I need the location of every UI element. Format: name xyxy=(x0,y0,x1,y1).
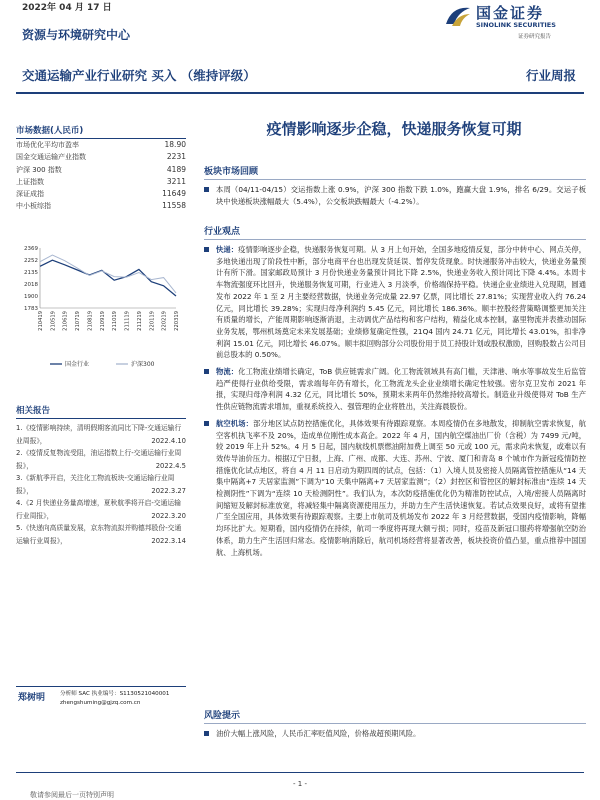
industry-view-item xyxy=(204,366,586,413)
y-tick-label: 2252 xyxy=(24,257,38,264)
logo-subtitle: 证券研究报告 xyxy=(518,34,552,40)
industry-view-label: 快递： xyxy=(216,245,239,254)
bullet-icon xyxy=(204,421,209,426)
x-tick-label: 210819 xyxy=(87,311,94,331)
industry-view-heading: 行业观点 xyxy=(204,227,241,237)
section-divider xyxy=(204,239,586,240)
related-report-date: 2022.3.27 xyxy=(151,486,186,495)
related-report-title: 3.《新航季开启，关注化工物流板块-交通运输行业周报》， xyxy=(16,474,175,495)
industry-view-label: 航空机场： xyxy=(216,418,254,428)
market-data-heading: 市场数据(人民币) xyxy=(16,124,186,139)
industry-view-list xyxy=(204,244,586,558)
analyst-email[interactable]: zhengshuming@gjzq.com.cn xyxy=(60,700,141,706)
market-data-value: 11649 xyxy=(162,189,186,199)
related-report-date: 2022.4.10 xyxy=(151,436,186,445)
market-data-row xyxy=(16,176,186,188)
related-report-item[interactable] xyxy=(16,522,186,547)
market-data-value: 18.90 xyxy=(164,140,186,149)
footer-disclaimer: 敬请参阅最后一页特别声明 xyxy=(30,791,114,799)
industry-view-paragraph xyxy=(204,418,586,558)
market-review-text: 本周（04/11-04/15）交运指数上涨 0.9%，沪深 300 指数下跌 1.0%，跑赢大盘 1.9%，排名 6/29。交运子板块中快递板块涨幅最大（5.4%），公交板块跌幅最大（-4.2%）。 xyxy=(216,185,586,206)
y-tick-label: 2018 xyxy=(24,281,38,288)
main-title: 疫情影响逐步企稳，快递服务恢复可期 xyxy=(266,120,522,138)
market-data-row xyxy=(16,164,186,176)
related-reports-list xyxy=(16,422,186,547)
legend-label: 沪深300 xyxy=(131,361,155,368)
market-data-label: 深证成指 xyxy=(16,190,44,199)
y-tick-label: 1783 xyxy=(24,306,38,312)
industry-view-text: 化工物流业绩增长确定，ToB 供应链需求广阔。化工物流领域具有高门槛，天津港、响水等事故发生后监管趋严使得行业供给受限，需求端每年仍有增长，化工物流龙头企业业绩增长确定性较强。密尔克卫发布 2021 年报，实现归母净利润 4.32 亿元，同比增长 50%，预期未来两年仍然维持较高增长。制造业升级使得对 ToB 生产性供应链物流需求增加，重视系统投入、强管理的企业将胜出，关注海晨股份。 xyxy=(216,367,586,412)
market-data-table xyxy=(16,139,186,213)
x-tick-label: 210919 xyxy=(99,311,106,331)
related-report-date: 2022.3.14 xyxy=(151,536,186,545)
risk-item xyxy=(204,728,586,740)
market-data-row xyxy=(16,188,186,200)
industry-view-paragraph xyxy=(204,366,586,413)
industry-view-item xyxy=(204,418,586,558)
related-report-title: 5.《快递向高质量发展，京东物流拟并购德邦股份-交通运输行业周报》， xyxy=(16,524,182,545)
header-divider xyxy=(16,92,584,94)
related-report-item[interactable] xyxy=(16,472,186,497)
x-tick-label: 210519 xyxy=(50,311,57,331)
industry-view-item xyxy=(204,244,586,361)
related-report-item[interactable] xyxy=(16,497,186,522)
market-data-label: 沪深 300 指数 xyxy=(16,165,62,174)
logo-mark-icon xyxy=(444,4,472,28)
legend-label: 国金行业 xyxy=(65,361,90,368)
market-data-label: 市场优化平均市盈率 xyxy=(16,141,79,149)
chart-svg xyxy=(16,242,184,377)
logo-english-name: SINOLINK SECURITIES xyxy=(476,21,556,29)
bullet-icon xyxy=(204,731,209,736)
x-tick-label: 220219 xyxy=(161,311,168,331)
research-center-name: 资源与环境研究中心 xyxy=(22,28,131,42)
x-tick-label: 220319 xyxy=(174,311,180,331)
y-tick-label: 2369 xyxy=(24,246,38,252)
related-report-date: 2022.4.5 xyxy=(155,461,186,470)
market-data-label: 上证指数 xyxy=(16,177,44,186)
y-tick-label: 2135 xyxy=(24,269,38,276)
risk-text: 油价大幅上涨风险，人民币汇率贬值风险，价格战超预期风险。 xyxy=(216,729,421,738)
market-data-row xyxy=(16,139,186,151)
industry-view-text: 疫情影响逐步企稳，快递服务恢复可期。从 3 月上旬开始，全国多地疫情反复，部分中转中心、网点关停，多地快递出现了阶段性中断，部分电商平台也出现发货延误、暂停发货现象。时快递服务冲击较大，快递业务量预计有所下滑。国家邮政局预计 3 月份快递业务量预计同比下降 2.5%，快递业务收入预计同比下降 4.4%。本周卡车物流强度环比回升，快递服务恢复可期，行业进入 3 月淡季，价格端保持平稳。快递企业业绩进入兑现期，圆通发布 2022 年 1 至 2 月主要经营数据，快递业务完成量 22.97 亿票，同比增长 27.81%；实现营业收入约 76.24 亿元，同比增长 39.28%；实现归母净利润约 5.45 亿元，同比增长 186.36%。顺丰控股经营策略调整更加关注有质量的增长，产能周期影响逐渐消退，主动调优产品结构和客户结构，精益化成本控制，嘉里物流并表推动国际业务发展，鄂州机场奠定未来发展基础；业绩修复确定性强，21Q4 国内 24.71 亿元，同比增长 43.01%，扣非净利润 15.01 亿元，同比增长 46.07%。顺丰拟回购部分公司股份用于员工持股计划或股权激励，回购股数占公司目前总股本的 0.50%。 xyxy=(216,245,587,360)
report-date: 2022年 04 月 17 日 xyxy=(22,3,112,13)
related-report-item[interactable] xyxy=(16,422,186,447)
market-review-item xyxy=(204,184,586,207)
x-tick-label: 211219 xyxy=(136,311,143,331)
section-divider xyxy=(204,179,586,180)
bullet-icon xyxy=(204,247,209,252)
related-reports-heading: 相关报告 xyxy=(16,404,186,419)
x-tick-label: 210619 xyxy=(62,311,69,331)
footer-divider xyxy=(16,772,584,773)
related-reports-header xyxy=(16,404,186,419)
index-line-chart xyxy=(16,242,184,377)
market-data-value: 2231 xyxy=(166,152,186,162)
series-line-industry xyxy=(40,260,176,296)
industry-view-label: 物流： xyxy=(216,367,239,377)
market-data-label: 中小板综指 xyxy=(16,202,51,211)
y-tick-label: 1900 xyxy=(24,294,38,301)
industry-view-paragraph xyxy=(204,244,586,361)
company-logo xyxy=(440,2,580,42)
market-data-value: 11558 xyxy=(162,201,186,211)
industry-view-section xyxy=(204,224,586,563)
analyst-info xyxy=(60,690,169,708)
industry-view-text: 部分地区试点防控措施优化，具体效果有待跟踪观察。本周疫情仍在多地散发，抑制航空需求恢复，航空客机执飞率不及 20%，造成单位刚性成本高企。2022 年 4 月，国内航空煤油出厂价（含税）为 7499 元/吨，较 2019 年上升 52%。4 月 5 日起，国内航线机票燃油附加费上调至 50 元或 100 元，需求尚未恢复，或难以有效传导油价压力。根据辽宁日报，上海、广州、成都、大连、苏州、宁波、厦门和青岛 8 个城市作为新冠疫情防控措施优化试点地区，将自 4 月 11 日启动为期四周的试点，包括：（1）入境人员及密接人员隔离管控措施从“14 天集中隔离+7 天居家监测”下调为“10 天集中隔离+7 天居家监测”；（2）封控区和管控区的解封标准由“连续 14 天检测阴性”下调为“连续 10 天检测阴性”。我们认为，本次防疫措施优化仍为精准防控试点，入境/密接人员隔离时间缩短及解封标准放宽，将减轻集中隔离资源使用压力，并助力生产生活快速恢复。若试点效果良好，或将有望推广至全国应用，具体效果有待跟踪观察。主要上市航司及机场发布 2022 年 3 月经营数据，受国内疫情影响，降幅均环比扩大。短期看，国内疫情仍在持续，航司一季度将再现大额亏损；同时，疫苗及新冠口服药将增强航空防治体系，助力生产生活回归常态。疫情影响消除后，航司机场经营将显著改善，板块投资价值凸显，重点推荐中国国航、上海机场。 xyxy=(216,418,587,557)
market-data-value: 4189 xyxy=(166,164,186,174)
bullet-icon xyxy=(204,187,209,192)
bullet-icon xyxy=(204,369,209,374)
page-number: - 1 - xyxy=(293,780,307,788)
analyst-name: 郑树明 xyxy=(18,693,46,703)
related-report-title: 1.《疫情影响持续，清明假期客流同比下降-交通运输行业周报》， xyxy=(16,424,182,445)
market-data-row xyxy=(16,200,186,212)
market-review-heading: 板块市场回顾 xyxy=(204,167,259,177)
logo-chinese-name: 国金证券 xyxy=(476,4,545,22)
x-tick-label: 220119 xyxy=(149,311,156,331)
related-report-title: 4.《2 月快递业务量高增速，夏秋航季将开启-交通运输行业周报》， xyxy=(16,499,181,520)
report-title: 交通运输产业行业研究 买入 （维持评级） xyxy=(22,68,256,83)
related-report-title: 2.《疫情反复物流受阻，油运指数上行-交通运输行业周报》， xyxy=(16,449,182,470)
x-tick-label: 211019 xyxy=(112,311,119,331)
market-data-value: 3211 xyxy=(166,176,186,186)
related-report-date: 2022.3.20 xyxy=(151,511,186,520)
market-data-panel xyxy=(16,124,186,213)
analyst-sac-number: 分析师 SAC 执业编号：S1130521040001 xyxy=(60,691,170,697)
series-line-hs300 xyxy=(40,255,176,293)
market-review-section xyxy=(204,164,586,207)
x-tick-label: 211119 xyxy=(124,311,131,331)
market-data-row xyxy=(16,151,186,163)
risk-section xyxy=(204,708,586,740)
risk-heading: 风险提示 xyxy=(204,711,241,721)
x-tick-label: 210719 xyxy=(75,311,82,331)
report-type: 行业周报 xyxy=(525,68,576,83)
section-divider xyxy=(204,723,586,724)
analyst-divider xyxy=(16,686,186,687)
related-report-item[interactable] xyxy=(16,447,186,472)
market-data-label: 国金交通运输产业指数 xyxy=(16,153,86,162)
x-tick-label: 210419 xyxy=(38,311,44,331)
